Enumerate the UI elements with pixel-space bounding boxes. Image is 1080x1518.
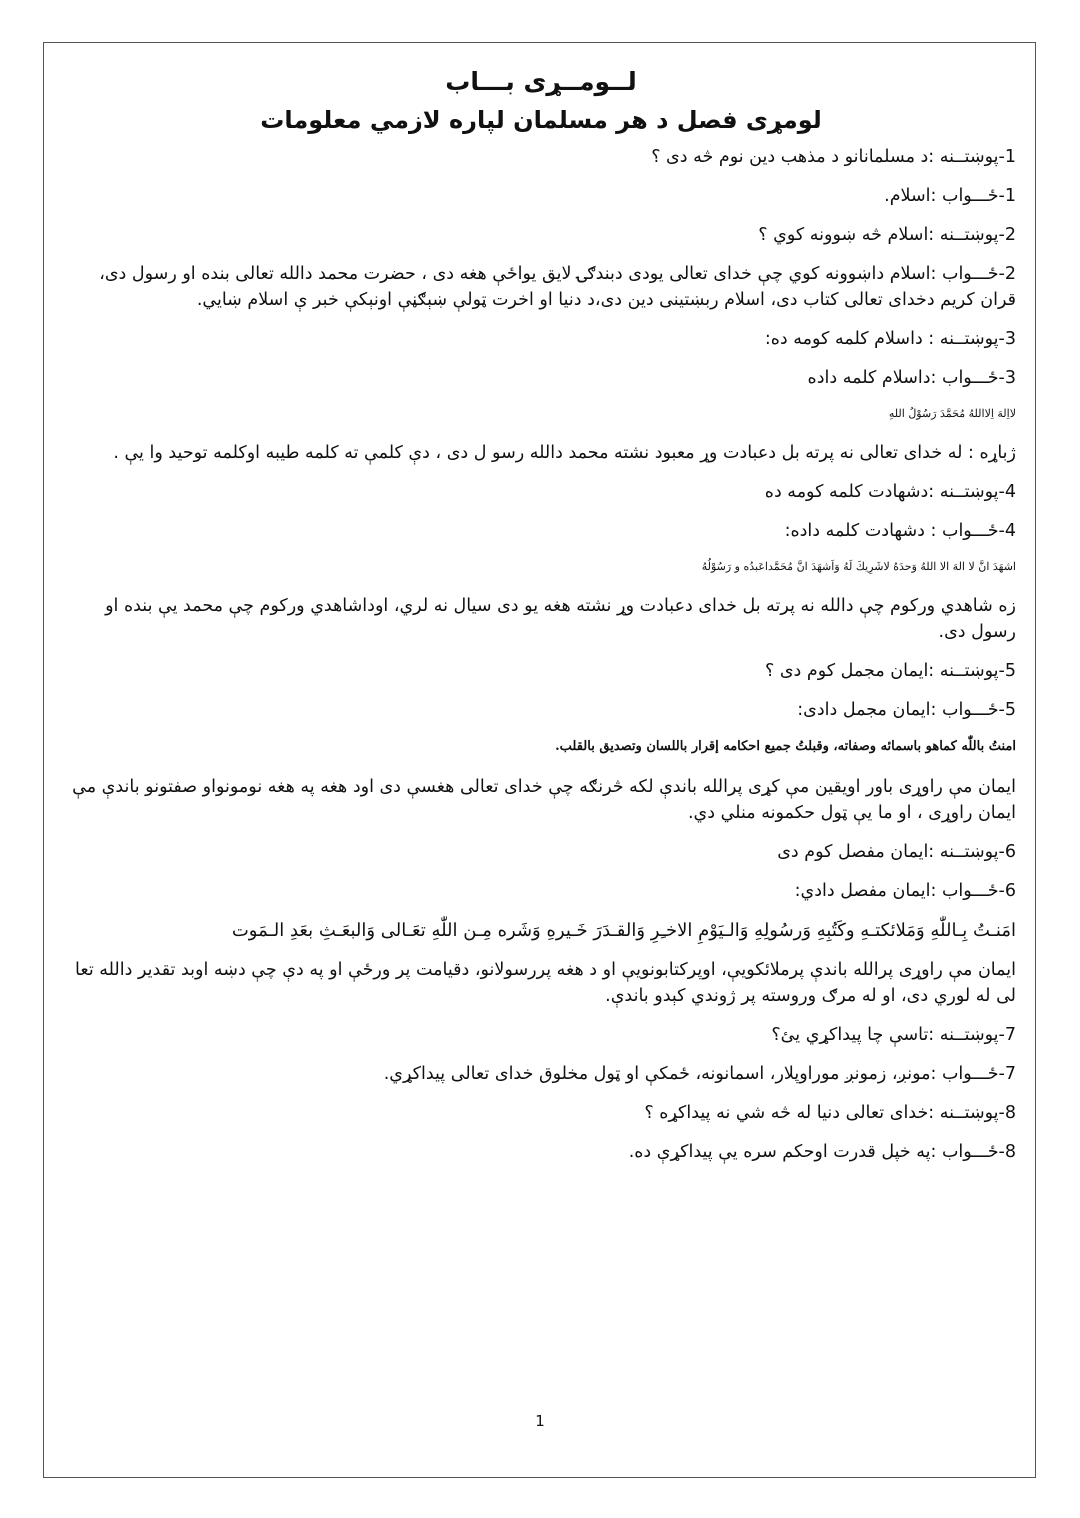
question-2: 2-پوښتــنه :اسلام څه ښوونه کوي ؟: [758, 225, 1016, 245]
answer-3: 3-ځـــواب :داسلام کلمه داده: [807, 368, 1016, 388]
iman-mujmal-translation: ایمان مې راوړی باور اویقین مې کړی پرالله باندې لکه څرنګه چې خدای تعالی هغسې دی اود هغه په هغه نومونواو صفتونو باندې مې ایمان راوړی ، او ما یې ټول حکمونه منلي دي.: [72, 777, 1016, 823]
question-5: 5-پوښتــنه :ایمان مجمل کوم دی ؟: [765, 661, 1016, 681]
iman-mufassal-arabic: امَنـتُ بِـاللّٰهِ وَمَلائكتـهِ وكَتُبِهِ وَرسُولِهِ وَالـيَوْمِ الاخـِرِ وَالقـدَرَ خَـيرهِ وَشَره مِـن اللّٰهِ تعَـالى وَالبعَـثِ بعَدِ الـمَوت: [231, 920, 1016, 941]
answer-7: 7-ځـــواب :مونږ، زمونږ موراوپلار، اسمانونه، ځمکې او ټول مخلوق خدای تعالی پیداکړي.: [383, 1064, 1016, 1084]
answer-2: 2-ځـــواب :اسلام داښوونه کوي چې خدای تعالی یودی دبندګۍ لایق یواځې هغه دی ، حضرت محمد دالله تعالی بنده او رسول دی، قران کریم دخدای تعالی کتاب دی، اسلام ربښتینی دین دی،د دنیا او اخرت ټولې ښېګڼې اونېکې خبر ې اسلام ښایي.: [99, 264, 1016, 310]
kalima-tayyiba-translation: ژباړه : له خدای تعالی نه پرته بل دعبادت وړ معبود نشته محمد دالله رسو ل دی ، دې کلمې ته کلمه طیبه اوکلمه توحید وا یې .: [113, 443, 1016, 463]
section-subtitle: لومړی فصل د هر مسلمان لپاره لازمي معلومات: [260, 106, 822, 134]
iman-mufassal-translation: ایمان مې راوړی پرالله باندې پرملائکویې، اوپرکتابونویې او د هغه پررسولانو، دقیامت پر ورځې او په دې چې دښه اوبد تقدیر دالله تعا لی له لوري دی، او له مرګ وروسته پر ژوندي کېدو باندې.: [75, 960, 1016, 1006]
question-8: 8-پوښتــنه :خدای تعالی دنیا له څه شي نه پیداکړه ؟: [644, 1103, 1016, 1123]
document-body: [66, 62, 1016, 1178]
kalima-shahadat-translation: زه شاهدي ورکوم چې دالله نه پرته بل خدای دعبادت وړ نشته هغه یو دی سیال نه لري، اوداشاهدي ورکوم چې محمد یې بنده او رسول دی.: [105, 596, 1016, 642]
answer-1: 1-ځـــواب :اسلام.: [884, 186, 1016, 206]
answer-8: 8-ځـــواب :په خپل قدرت اوحکم سره یې پیداکړې ده.: [628, 1142, 1016, 1162]
answer-4: 4-ځـــواب : دشهادت کلمه داده:: [784, 521, 1016, 541]
chapter-title: لــومــړی بـــاب: [445, 67, 637, 96]
question-3: 3-پوښتــنه : داسلام کلمه کومه ده:: [764, 329, 1016, 349]
kalima-shahadat-arabic: اشهَدَ انَّ لا الهَ الا اللهُ وَحدَهُ لاشَرِيكَ لَهُ وَاَشهَدَ انَّ مُحَمَّداعَبدُه و رَسُوْلُهُ: [701, 560, 1016, 573]
question-4: 4-پوښتــنه :دشهادت کلمه کومه ده: [764, 482, 1016, 502]
answer-6: 6-ځـــواب :ایمان مفصل دادي:: [794, 881, 1016, 901]
question-1: 1-پوښتــنه :د مسلمانانو د مذهب دین نوم څه دی ؟: [651, 147, 1016, 167]
answer-5: 5-ځـــواب :ایمان مجمل دادی:: [797, 700, 1016, 720]
question-6: 6-پوښتــنه :ایمان مفصل کوم دی: [777, 842, 1016, 862]
kalima-tayyiba-arabic: لااِلهَ اِلااللهُ مُحَمَّدَ رَسُوْلُ اللهِ: [888, 407, 1016, 420]
iman-mujmal-arabic: امنتُ باللّٰه كماهو باسمائه وصفاته، وقبلتُ جميع احكامه إقرار باللسان وتصديق بالقلب.: [555, 739, 1016, 754]
page-number: 1: [535, 1412, 545, 1430]
question-7: 7-پوښتــنه :تاسې چا پیداکړي یئ؟: [771, 1025, 1016, 1045]
